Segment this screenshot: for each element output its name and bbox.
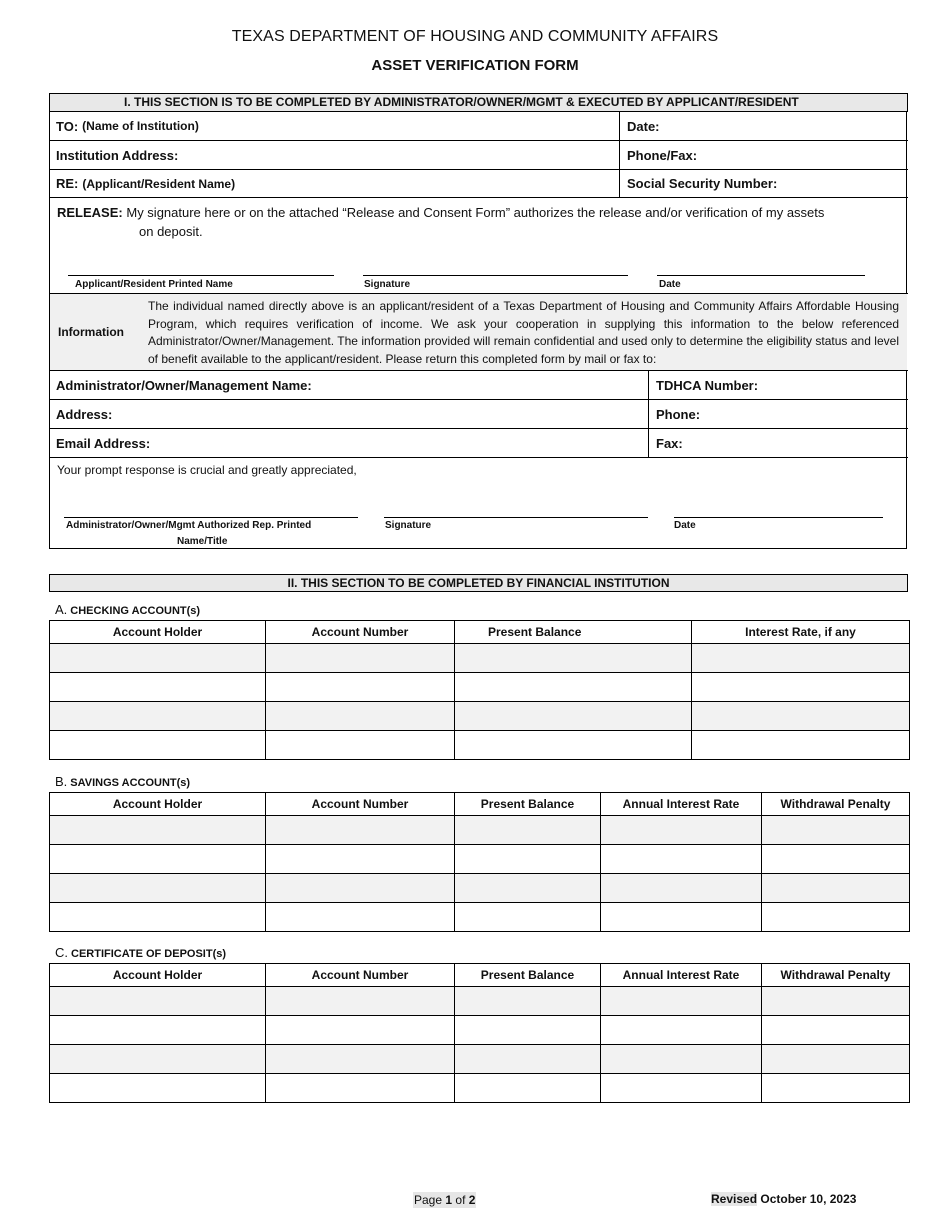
table-cell[interactable] bbox=[455, 702, 692, 731]
table-cell[interactable] bbox=[50, 673, 266, 702]
table-cell[interactable] bbox=[455, 1045, 601, 1074]
table-cell[interactable] bbox=[601, 1045, 762, 1074]
table-cell[interactable] bbox=[762, 816, 910, 845]
table-cell[interactable] bbox=[762, 845, 910, 874]
table-cell[interactable] bbox=[50, 644, 266, 673]
table-cell[interactable] bbox=[266, 1016, 455, 1045]
table-cell[interactable] bbox=[50, 816, 266, 845]
table-cell[interactable] bbox=[455, 644, 692, 673]
revision-date bbox=[711, 1192, 856, 1206]
page-prefix: Page bbox=[414, 1193, 443, 1207]
section-1-banner-text: I. THIS SECTION IS TO BE COMPLETED BY ADMINISTRATOR/OWNER/MGMT & EXECUTED BY APPLICANT/RESIDENT bbox=[124, 95, 799, 109]
table-cell[interactable] bbox=[266, 845, 455, 874]
applicant-name-label: Applicant/Resident Printed Name bbox=[75, 279, 233, 290]
admin-name-field[interactable] bbox=[49, 371, 648, 399]
table-cell[interactable] bbox=[266, 816, 455, 845]
admin-date-label: Date bbox=[674, 520, 696, 531]
table-cell[interactable] bbox=[692, 731, 910, 760]
col-withdrawal-penalty: Withdrawal Penalty bbox=[762, 964, 910, 987]
table-cell[interactable] bbox=[266, 874, 455, 903]
institution-address-field[interactable] bbox=[49, 141, 619, 169]
table-row bbox=[50, 673, 910, 702]
table-cell[interactable] bbox=[50, 702, 266, 731]
admin-signature-line[interactable] bbox=[384, 517, 648, 518]
page-current: 1 bbox=[445, 1193, 453, 1207]
address-label: Address: bbox=[56, 406, 113, 422]
section-2-banner: II. THIS SECTION TO BE COMPLETED BY FINANCIAL INSTITUTION bbox=[49, 574, 908, 592]
table-cell[interactable] bbox=[50, 731, 266, 760]
table-cell[interactable] bbox=[50, 1045, 266, 1074]
to-institution-field[interactable] bbox=[49, 112, 619, 140]
table-cell[interactable] bbox=[601, 1016, 762, 1045]
col-account-number: Account Number bbox=[266, 621, 455, 644]
table-cell[interactable] bbox=[455, 845, 601, 874]
savings-accounts-table bbox=[49, 792, 910, 932]
table-cell[interactable] bbox=[266, 673, 455, 702]
table-cell[interactable] bbox=[266, 1045, 455, 1074]
admin-name-line[interactable] bbox=[64, 517, 358, 518]
table-row bbox=[50, 816, 910, 845]
checking-heading bbox=[55, 602, 200, 617]
col-annual-interest-rate: Annual Interest Rate bbox=[601, 964, 762, 987]
table-row bbox=[50, 1016, 910, 1045]
applicant-signature-line[interactable] bbox=[363, 275, 628, 276]
col-interest-rate: Interest Rate, if any bbox=[692, 621, 910, 644]
applicant-signature-label: Signature bbox=[364, 279, 411, 290]
table-cell[interactable] bbox=[266, 1074, 455, 1103]
table-cell[interactable] bbox=[455, 731, 692, 760]
table-row bbox=[50, 1074, 910, 1103]
cd-title: CERTIFICATE OF DEPOSIT(s) bbox=[71, 948, 227, 960]
table-row bbox=[50, 874, 910, 903]
table-cell[interactable] bbox=[601, 903, 762, 932]
table-cell[interactable] bbox=[50, 1074, 266, 1103]
admin-email-field[interactable] bbox=[49, 429, 648, 457]
admin-name-label: Administrator/Owner/Management Name: bbox=[56, 377, 312, 393]
table-cell[interactable] bbox=[601, 845, 762, 874]
table-cell[interactable] bbox=[455, 987, 601, 1016]
phone-label: Phone: bbox=[656, 406, 701, 422]
col-annual-interest-rate: Annual Interest Rate bbox=[601, 793, 762, 816]
table-row bbox=[50, 644, 910, 673]
table-cell[interactable] bbox=[762, 874, 910, 903]
ssn-field[interactable] bbox=[620, 170, 907, 197]
table-header-row bbox=[50, 964, 910, 987]
table-header-row bbox=[50, 793, 910, 816]
page-number bbox=[413, 1192, 476, 1208]
row-divider bbox=[49, 197, 908, 198]
table-cell[interactable] bbox=[692, 702, 910, 731]
release-text-cont: on deposit. bbox=[139, 224, 203, 239]
table-cell[interactable] bbox=[50, 845, 266, 874]
email-label: Email Address: bbox=[56, 435, 151, 451]
applicant-date-line[interactable] bbox=[657, 275, 865, 276]
department-name: TEXAS DEPARTMENT OF HOUSING AND COMMUNITY AFFAIRS bbox=[231, 28, 719, 45]
institution-address-label: Institution Address: bbox=[56, 147, 179, 163]
table-cell[interactable] bbox=[692, 673, 910, 702]
table-cell[interactable] bbox=[455, 816, 601, 845]
date-label: Date: bbox=[627, 118, 660, 134]
table-row bbox=[50, 702, 910, 731]
savings-letter: B. bbox=[55, 774, 68, 789]
col-account-holder: Account Holder bbox=[50, 793, 266, 816]
table-cell[interactable] bbox=[455, 903, 601, 932]
admin-fax-field[interactable] bbox=[649, 429, 907, 457]
table-cell[interactable] bbox=[50, 1016, 266, 1045]
admin-signature-label: Signature bbox=[385, 520, 432, 531]
table-cell[interactable] bbox=[266, 987, 455, 1016]
ssn-label: Social Security Number: bbox=[627, 176, 778, 191]
row-divider bbox=[49, 457, 908, 458]
table-cell[interactable] bbox=[266, 731, 455, 760]
table-row bbox=[50, 845, 910, 874]
table-cell[interactable] bbox=[762, 1016, 910, 1045]
checking-letter: A. bbox=[55, 602, 68, 617]
table-cell[interactable] bbox=[455, 673, 692, 702]
table-row bbox=[50, 1045, 910, 1074]
table-row bbox=[50, 731, 910, 760]
fax-label: Fax: bbox=[656, 435, 683, 451]
savings-title: SAVINGS ACCOUNT(s) bbox=[70, 777, 191, 789]
date-field[interactable] bbox=[620, 112, 907, 140]
table-cell[interactable] bbox=[266, 644, 455, 673]
table-cell[interactable] bbox=[601, 874, 762, 903]
col-account-holder: Account Holder bbox=[50, 621, 266, 644]
section-1-banner bbox=[49, 93, 908, 112]
table-cell[interactable] bbox=[601, 816, 762, 845]
col-withdrawal-penalty: Withdrawal Penalty bbox=[762, 793, 910, 816]
col-account-holder: Account Holder bbox=[50, 964, 266, 987]
cd-heading bbox=[55, 945, 226, 960]
col-account-number: Account Number bbox=[266, 964, 455, 987]
re-applicant-field[interactable] bbox=[49, 170, 619, 197]
tdhca-label: TDHCA Number: bbox=[656, 377, 759, 393]
checking-title: CHECKING ACCOUNT(s) bbox=[70, 605, 201, 617]
table-cell[interactable] bbox=[762, 903, 910, 932]
admin-phone-field[interactable] bbox=[649, 400, 907, 428]
cd-table bbox=[49, 963, 910, 1103]
table-row bbox=[50, 903, 910, 932]
release-statement bbox=[57, 203, 897, 241]
information-text: The individual named directly above is an applicant/resident of a Texas Department of Housing and Community Affairs Affordable Housing Program, which requires verification of income. We ask your cooperation in supplying this information to the below referenced Administrator/Owner/Management. The information provided will remain confidential and used only to determine the eligibility status and level of benefit available to the applicant/resident. Please return this completed form by mail or fax to: bbox=[148, 299, 899, 366]
table-cell[interactable] bbox=[455, 874, 601, 903]
table-cell[interactable] bbox=[762, 1045, 910, 1074]
release-label: RELEASE: bbox=[57, 205, 123, 220]
cd-letter: C. bbox=[55, 945, 68, 960]
table-cell[interactable] bbox=[455, 1074, 601, 1103]
table-cell[interactable] bbox=[455, 1016, 601, 1045]
table-cell[interactable] bbox=[50, 987, 266, 1016]
phone-fax-label: Phone/Fax: bbox=[627, 147, 698, 163]
prompt-response-text: Your prompt response is crucial and greatly appreciated, bbox=[57, 463, 357, 477]
information-label: Information bbox=[58, 325, 124, 339]
applicant-name-line[interactable] bbox=[68, 275, 334, 276]
table-header-row bbox=[50, 621, 910, 644]
col-present-balance: Present Balance bbox=[455, 621, 692, 644]
table-cell[interactable] bbox=[692, 644, 910, 673]
revised-date: October 10, 2023 bbox=[760, 1192, 857, 1206]
to-label: TO: bbox=[56, 118, 79, 134]
table-cell[interactable] bbox=[601, 987, 762, 1016]
table-cell[interactable] bbox=[266, 702, 455, 731]
table-cell[interactable] bbox=[50, 874, 266, 903]
admin-name-label-line1: Administrator/Owner/Mgmt Authorized Rep. Printed bbox=[66, 520, 312, 531]
page-of: of bbox=[455, 1193, 466, 1207]
tdhca-number-field[interactable] bbox=[649, 371, 907, 399]
admin-date-line[interactable] bbox=[674, 517, 883, 518]
admin-address-field[interactable] bbox=[49, 400, 648, 428]
table-cell[interactable] bbox=[266, 903, 455, 932]
phone-fax-field[interactable] bbox=[620, 141, 907, 169]
revised-label: Revised bbox=[711, 1192, 758, 1206]
table-cell[interactable] bbox=[601, 1074, 762, 1103]
to-hint: (Name of Institution) bbox=[82, 119, 199, 133]
applicant-date-label: Date bbox=[659, 279, 681, 290]
col-present-balance: Present Balance bbox=[455, 964, 601, 987]
re-label: RE: bbox=[56, 176, 79, 191]
col-present-balance: Present Balance bbox=[455, 793, 601, 816]
re-hint: (Applicant/Resident Name) bbox=[82, 176, 236, 191]
table-cell[interactable] bbox=[762, 1074, 910, 1103]
table-cell[interactable] bbox=[50, 903, 266, 932]
checking-accounts-table bbox=[49, 620, 910, 760]
table-row bbox=[50, 987, 910, 1016]
page-total: 2 bbox=[468, 1193, 476, 1207]
savings-heading bbox=[55, 774, 190, 789]
form-title: ASSET VERIFICATION FORM bbox=[371, 57, 579, 74]
table-cell[interactable] bbox=[762, 987, 910, 1016]
release-text: My signature here or on the attached “Release and Consent Form” authorizes the release and/or verification of my assets bbox=[126, 205, 825, 220]
col-account-number: Account Number bbox=[266, 793, 455, 816]
admin-name-label-line2: Name/Title bbox=[177, 536, 228, 547]
